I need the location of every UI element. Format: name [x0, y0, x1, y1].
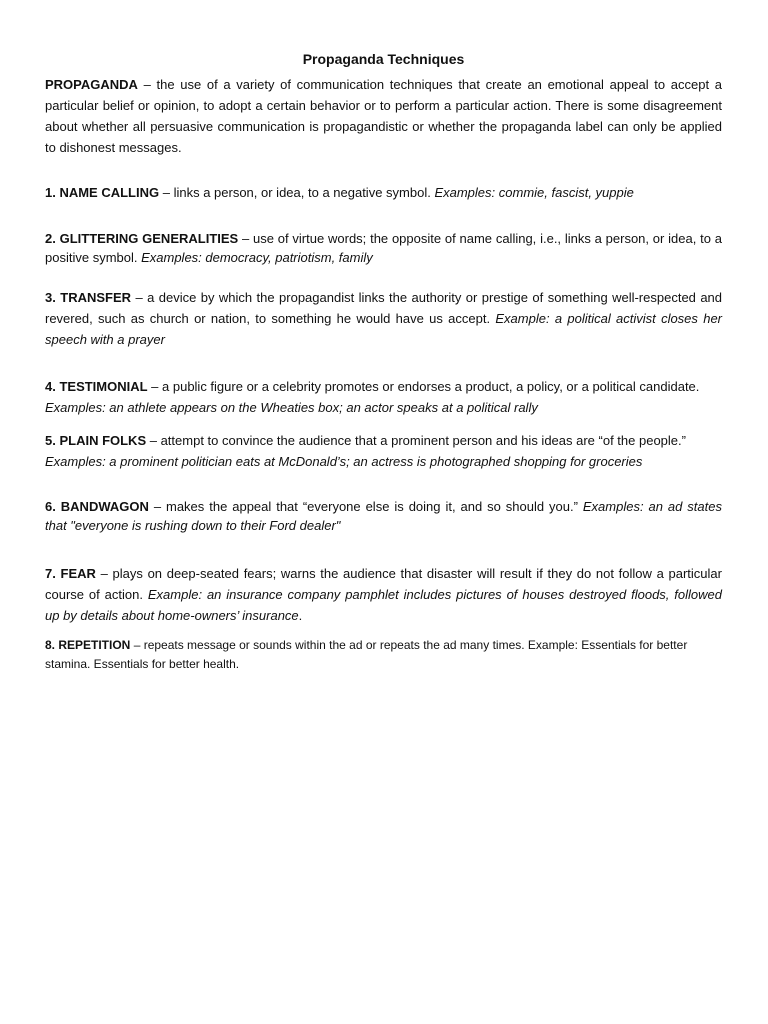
technique-definition: – plays on deep-seated fears; warns the audience that disaster will result if they do not follow a particular course of action.	[45, 566, 722, 602]
technique-definition: – repeats message or sounds within the ad or repeats the ad many times. Example: Essentials for better stamina. Essentials for better health.	[45, 638, 688, 671]
technique-heading: 6. BANDWAGON	[45, 499, 149, 514]
technique-name-calling	[45, 182, 722, 203]
intro-paragraph	[45, 74, 722, 158]
technique-trailing: .	[298, 608, 303, 623]
page-title: Propaganda Techniques	[302, 51, 465, 67]
technique-definition: – a device by which the propagandist links the authority or prestige of something well-respected and revered, such as church or nation, to something he would have us accept.	[45, 290, 723, 326]
intro-term: PROPAGANDA	[45, 77, 138, 92]
technique-fear	[45, 563, 722, 626]
technique-heading: 5. PLAIN FOLKS	[45, 433, 147, 448]
technique-definition: – makes the appeal that “everyone else is doing it, and so should you.”	[148, 499, 583, 514]
technique-plain-folks	[45, 430, 722, 472]
technique-heading: 1. NAME CALLING	[45, 185, 160, 200]
technique-definition: – use of virtue words; the opposite of name calling, i.e., links a person, or idea, to a positive symbol.	[45, 231, 722, 265]
intro-text: – the use of a variety of communication techniques that create an emotional appeal to accept a particular belief or opinion, to adopt a certain behavior or to perform a particular action. There is some disagreement about whether all persuasive communication is propagandistic or whether the propaganda label can only be applied to dishonest messages.	[45, 77, 722, 155]
technique-examples: Examples: democracy, patriotism, family	[141, 250, 373, 265]
technique-heading: 3. TRANSFER	[45, 290, 132, 305]
technique-heading: 4. TESTIMONIAL	[45, 379, 148, 394]
technique-examples: Example: an insurance company pamphlet includes pictures of houses destroyed floods, followed up by details about home-owners’ insurance	[45, 587, 723, 623]
technique-heading: 8. REPETITION	[45, 638, 131, 652]
technique-transfer	[45, 287, 722, 350]
technique-examples: Examples: a prominent politician eats at McDonald’s; an actress is photographed shopping for groceries	[45, 454, 643, 469]
technique-bandwagon	[45, 497, 722, 535]
technique-heading: 2. GLITTERING GENERALITIES	[45, 231, 239, 246]
document-page	[45, 48, 722, 674]
technique-examples: Example: a political activist closes her speech with a prayer	[45, 311, 722, 347]
technique-definition: – attempt to convince the audience that a prominent person and his ideas are “of the people.”	[146, 433, 686, 448]
technique-heading: 7. FEAR	[45, 566, 96, 581]
technique-definition: – a public figure or a celebrity promotes or endorses a product, a policy, or a political candidate.	[147, 379, 700, 394]
technique-definition: – links a person, or idea, to a negative symbol.	[159, 185, 435, 200]
technique-testimonial	[45, 376, 722, 418]
technique-repetition	[45, 636, 722, 674]
technique-glittering-generalities	[45, 229, 722, 267]
technique-examples: Examples: an ad states that "everyone is rushing down to their Ford dealer"	[45, 499, 722, 533]
technique-examples: Examples: an athlete appears on the Wheaties box; an actor speaks at a political rally	[45, 400, 538, 415]
technique-examples: Examples: commie, fascist, yuppie	[434, 185, 634, 200]
